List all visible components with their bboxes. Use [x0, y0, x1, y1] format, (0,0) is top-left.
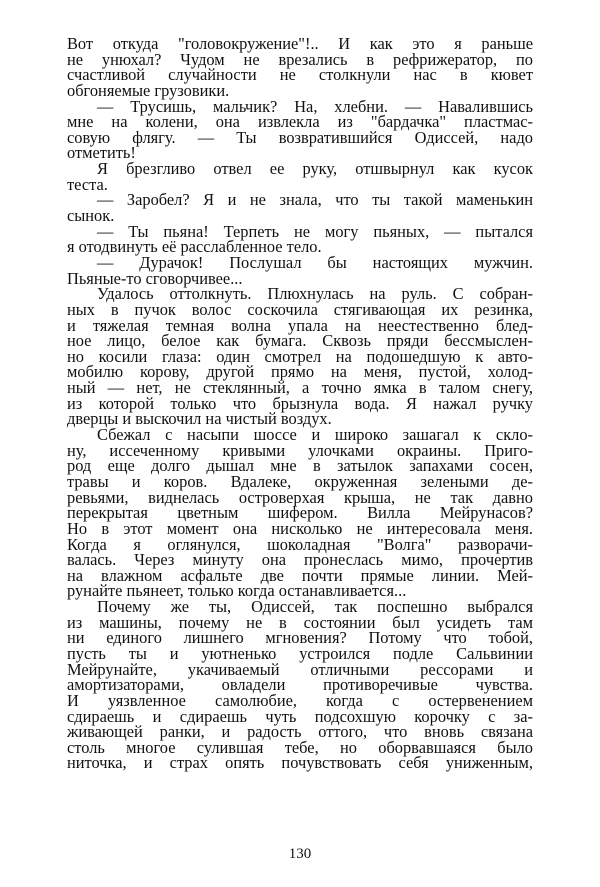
text-line: травы и коров. Вдалеке, окруженная зелеными де- [67, 471, 533, 491]
text-line: рунайте пьянеет, только когда останавливается... [67, 581, 407, 601]
text-line: пусть ты и уютненько устроился подле Сальвинии [67, 643, 533, 663]
paragraph [67, 252, 533, 288]
text-line: Я брезгливо отвел ее руку, отшвырнул как кусок [97, 159, 533, 179]
paragraph [67, 161, 533, 192]
text-line: — Заробел? Я и не знала, что ты такой маменькин [97, 190, 533, 210]
text-line: ное лицо, белое как бумага. Сквозь пряди бессмыслен- [67, 331, 533, 351]
text-line: счастливой случайности не столкнули нас в кювет [67, 65, 533, 85]
text-line: обгоняемые грузовики. [67, 80, 230, 100]
text-line: Но в этот момент она нисколько не интересовала меня. [67, 518, 533, 538]
text-line: перекрытая цветным шифером. Вилла Мейрунасов? [67, 503, 533, 523]
text-line: Удалось оттолкнуть. Плюхнулась на руль. С собран- [97, 284, 533, 304]
text-line: сдираешь и сдираешь чуть подсохшую корочку с за- [67, 706, 533, 726]
text-line: столь многое сулившая тебе, но оборвавшаяся было [67, 737, 533, 757]
text-line: ни единого лишнего мгновения? Потому что тобой, [67, 628, 533, 648]
text-line: Когда я оглянулся, шоколадная "Волга" разворачи- [67, 534, 533, 554]
text-line: Сбежал с насыпи шоссе и широко зашагал к скло- [97, 425, 533, 445]
text-line: живающей ранки, и радость оттого, что вновь связана [67, 722, 533, 742]
text-line: Мейрунайте, укачиваемый отличными рессорами и [67, 659, 533, 679]
paragraph [67, 286, 533, 427]
paragraph [67, 36, 533, 99]
text-line: — Дурачок! Послушал бы настоящих мужчин. [97, 252, 533, 272]
text-line: из которой только что брызнула вода. Я нажал ручку [67, 393, 533, 413]
text-line: ревьями, виднелась островерхая крыша, не так давно [67, 487, 533, 507]
text-line: ну, иссеченному кривыми улочками окраины. Приго- [67, 440, 533, 460]
text-line: Вот откуда "головокружение"!.. И как это я раньше [67, 34, 533, 53]
text-line: я отодвинуть её расслабленное тело. [67, 237, 322, 257]
text-line: ных в пучок волос соскочила стягивающая их резинка, [67, 299, 533, 319]
text-line: валась. Через минуту она пронеслась мимо, прочертив [67, 550, 533, 570]
text-line: на влажном асфальте две почти прямые линии. Мей- [67, 565, 533, 585]
paragraph [67, 599, 533, 771]
paragraph [67, 190, 533, 226]
text-line: совую флягу. — Ты возвратившийся Одиссей, надо [67, 127, 533, 147]
text-line: Пьяные-то сговорчивее... [67, 268, 243, 288]
paragraph [67, 96, 533, 163]
text-line: И уязвленное самолюбие, когда с остервенением [67, 690, 533, 710]
paragraph [67, 427, 533, 599]
text-line: ниточка, и страх опять почувствовать себя униженным, [67, 753, 533, 773]
text-line: амортизаторами, овладели противоречивые чувства. [67, 675, 533, 695]
text-line: отметить! [67, 143, 136, 163]
text-line: — Ты пьяна! Терпеть не могу пьяных, — пытался [97, 221, 533, 241]
text-line: и тяжелая темная волна упала на неестественно блед- [67, 315, 533, 335]
text-line: не унюхал? Чудом не врезались в рефрижератор, по [67, 49, 533, 69]
text-line: но косили глаза: один смотрел на подошедшую к авто- [67, 346, 533, 366]
text-line: мне на колени, она извлекла из "бардачка" пластмас- [67, 112, 533, 132]
text-line: из машины, почему не в состоянии был усидеть там [67, 612, 533, 632]
text-line: Почему же ты, Одиссей, так поспешно выбрался [97, 597, 533, 617]
text-line: дверцы и выскочил на чистый воздух. [67, 409, 332, 429]
text-line: ный — нет, не стеклянный, а точно ямка в талом снегу, [67, 378, 533, 398]
paragraph [67, 221, 533, 257]
text-line: мобилю корову, другой прямо на меня, пустой, холод- [67, 362, 533, 382]
text-line: сынок. [67, 206, 115, 226]
page-number: 130 [288, 846, 312, 862]
text-line: род еще долго дышал мне в затылок запахами сосен, [67, 456, 533, 476]
text-line: — Трусишь, мальчик? На, хлебни. — Навалившись [97, 96, 533, 116]
book-page-text [67, 36, 533, 771]
text-line: теста. [67, 174, 108, 194]
